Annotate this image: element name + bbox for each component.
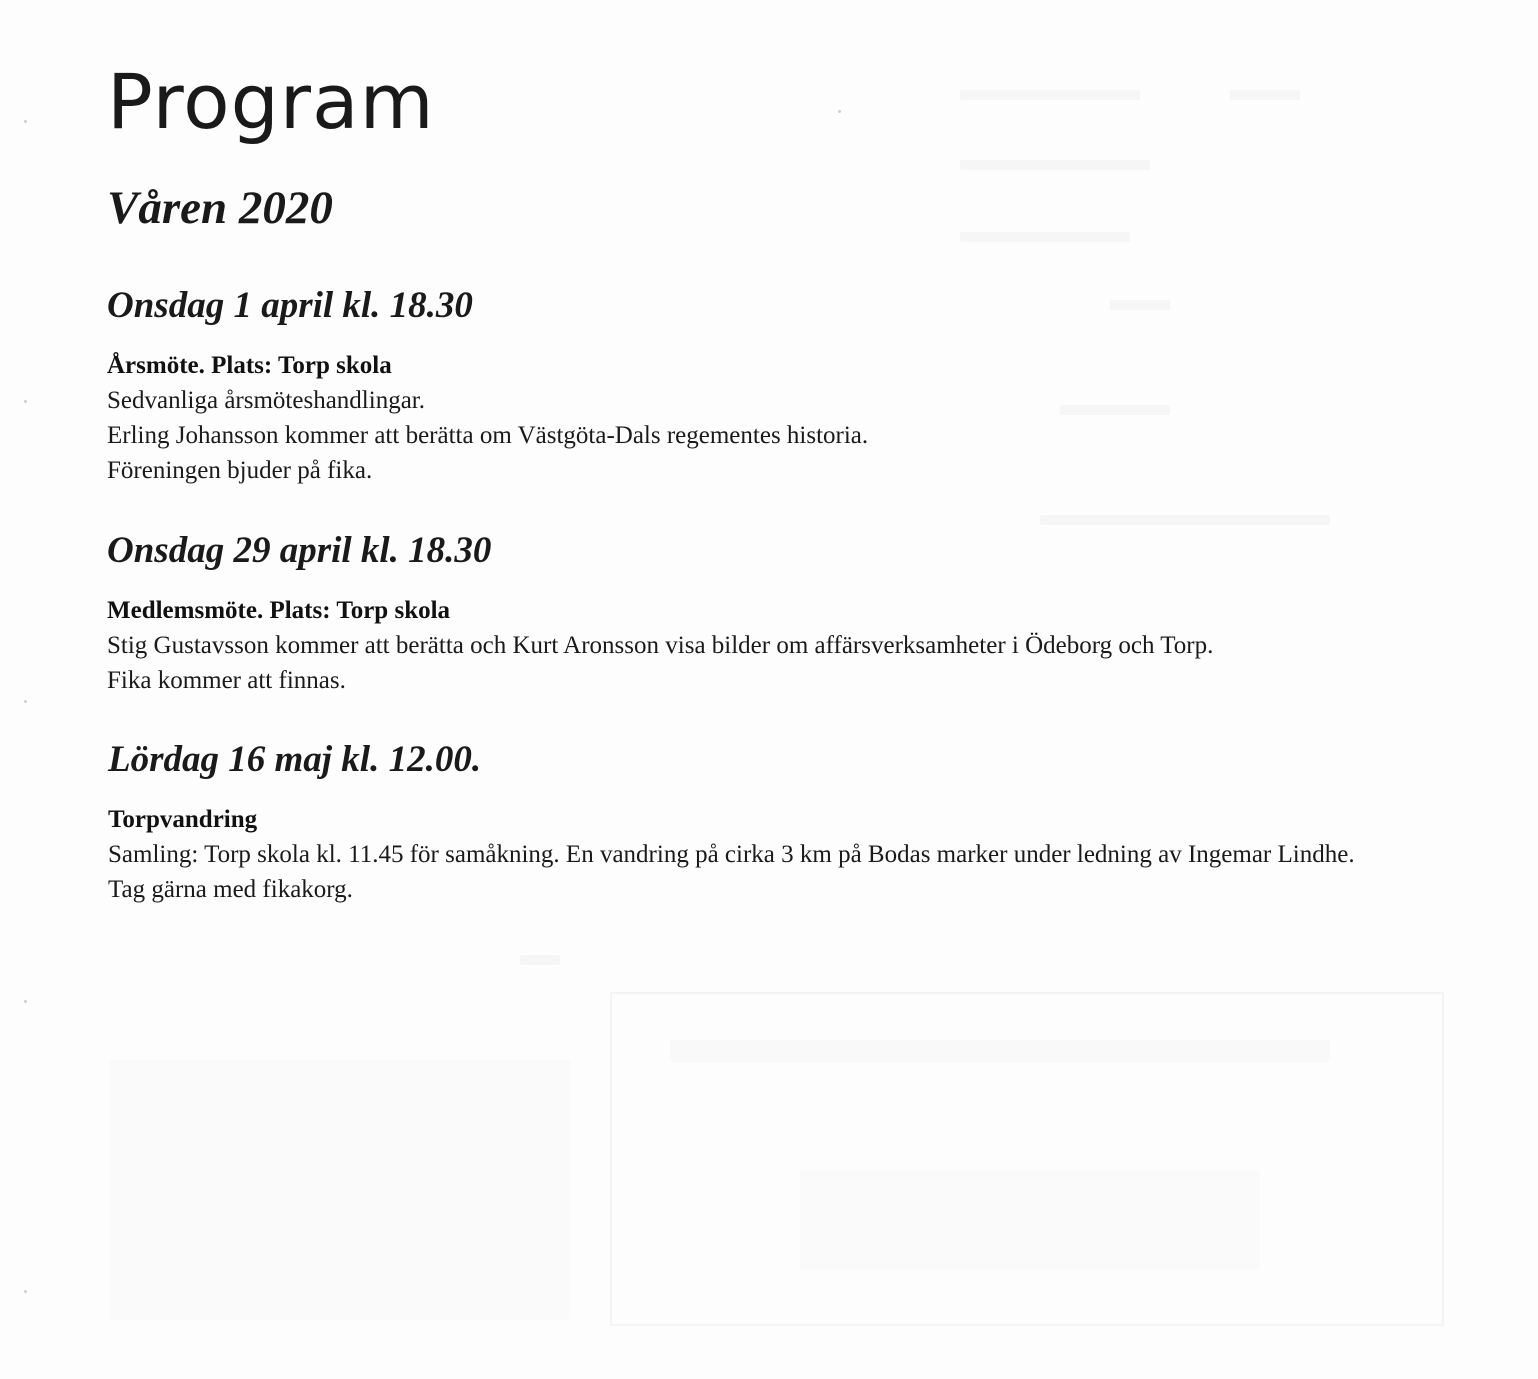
document-body [107, 52, 1447, 903]
event-text-line: Stig Gustavsson kommer att berätta och Kurt Aronsson visa bilder om affärsverksamheter i Ödeborg och Torp. [107, 632, 1214, 659]
margin-mark [24, 700, 27, 703]
margin-mark [24, 120, 27, 123]
page-title: Program [107, 57, 435, 146]
event-section [107, 284, 868, 488]
event-text-line: Sedvanliga årsmöteshandlingar. [107, 387, 425, 414]
event-heading: Torpvandring [108, 806, 258, 833]
show-through-line [110, 1060, 570, 1320]
event-heading: Årsmöte. Plats: Torp skola [107, 352, 392, 379]
show-through-line [1040, 515, 1330, 525]
event-details [107, 593, 1213, 698]
season-heading: Våren 2020 [107, 182, 333, 234]
event-details [107, 348, 868, 488]
event-section [108, 738, 1443, 907]
event-date: Onsdag 1 april kl. 18.30 [107, 285, 473, 326]
show-through-line [670, 1040, 1330, 1062]
show-through-line [1060, 405, 1170, 415]
event-text-line: Fika kommer att finnas. [107, 667, 346, 694]
margin-mark [24, 400, 27, 403]
event-text-line: Föreningen bjuder på fika. [107, 457, 373, 484]
event-text-line: Erling Johansson kommer att berätta om Västgöta-Dals regementes historia. [107, 422, 869, 449]
margin-mark [24, 1290, 27, 1293]
show-through-line [800, 1170, 1260, 1270]
event-heading: Medlemsmöte. Plats: Torp skola [107, 597, 451, 624]
event-date: Lördag 16 maj kl. 12.00. [108, 739, 482, 780]
show-through-line [1110, 300, 1170, 310]
event-details [108, 802, 1443, 907]
event-text-line: Tag gärna med fikakorg. [108, 876, 353, 903]
event-date: Onsdag 29 april kl. 18.30 [107, 530, 492, 571]
event-section [107, 529, 1213, 698]
margin-mark [24, 1000, 27, 1003]
event-text-line: Samling: Torp skola kl. 11.45 för samåkning. En vandring på cirka 3 km på Bodas marker under ledning av Ingemar Lindhe. [108, 841, 1355, 868]
show-through-line [520, 955, 560, 965]
